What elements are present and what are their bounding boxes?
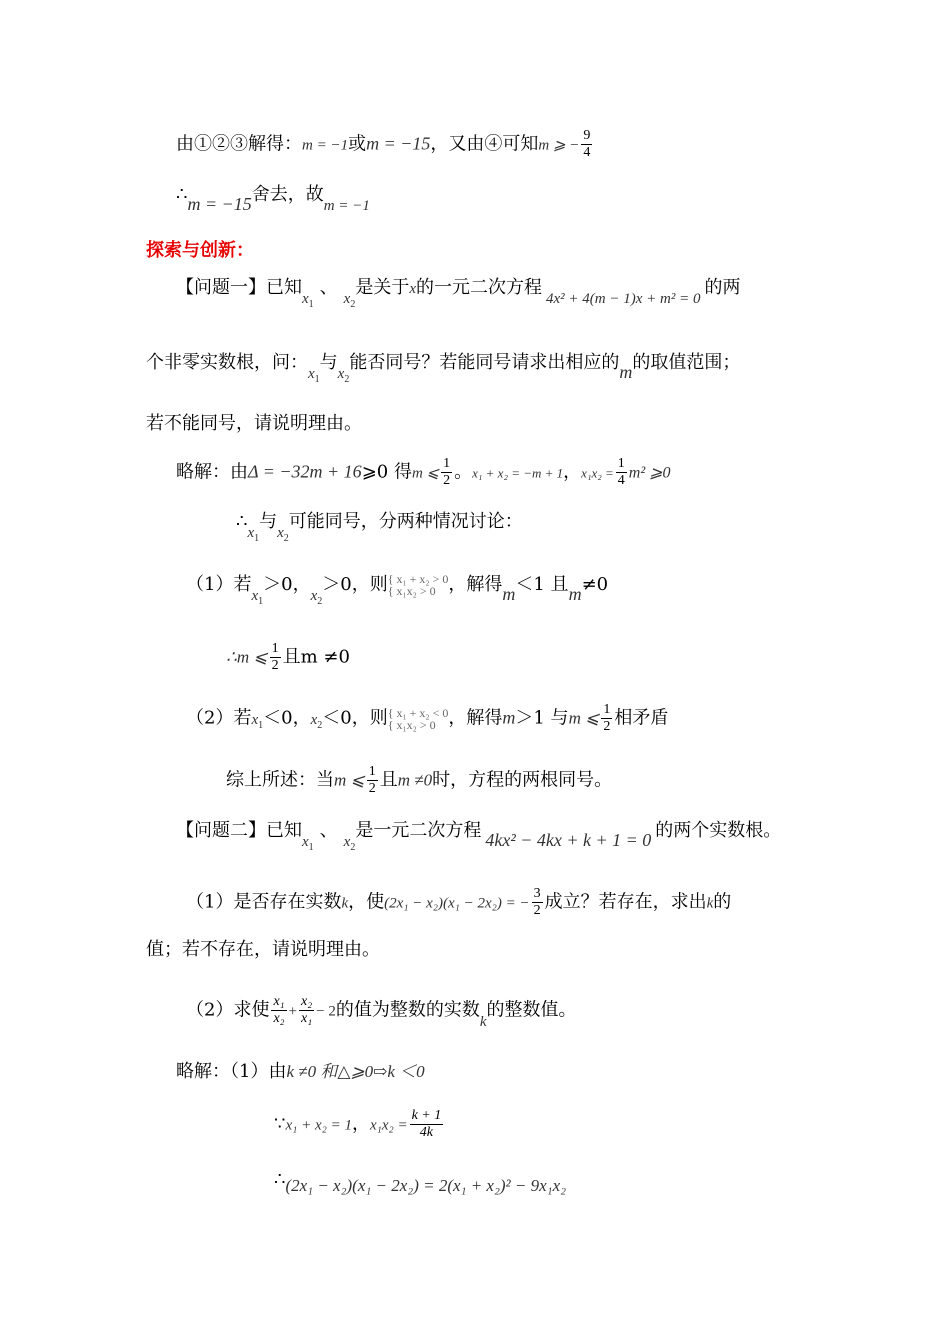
case-2: [186, 702, 668, 738]
math: k ≠0 和△⩾0⇨: [286, 1062, 388, 1081]
text: ＜0，: [263, 707, 311, 729]
math: (2x₁ − x₂)(x₁ − 2x₂) = 2(x₁ + x₂)² − 9x₁x₂: [285, 1176, 567, 1195]
text: 【问题一】已知: [176, 277, 302, 298]
fraction: $\frac{k + 1}{4k}$: [411, 1108, 442, 1140]
math-x1: x1: [247, 525, 260, 544]
text: 的取值范围；: [632, 352, 741, 373]
q2-part-2: [186, 994, 577, 1030]
text: （2）若: [186, 707, 252, 729]
because-symbol: ∵: [274, 1113, 286, 1135]
text: ＜0，则: [322, 707, 388, 729]
therefore-symbol: ∴: [236, 511, 248, 532]
fraction: $\frac{1}{2}$: [443, 456, 451, 488]
sol2-line-1: [176, 1060, 425, 1084]
math: m ⩽: [568, 708, 600, 728]
math-k: k: [479, 1013, 487, 1030]
math: +: [288, 1003, 298, 1020]
text: 的一元二次方程: [416, 277, 543, 298]
math: x₁x₂ =: [369, 1117, 408, 1134]
section-title: 探索与创新：: [146, 240, 254, 261]
math: m = −1: [302, 137, 349, 154]
text: 能否同号？若能同号请求出相应的: [349, 352, 620, 373]
text: ＞0，则: [322, 574, 388, 595]
text: ＜1 且: [515, 574, 569, 595]
text: ≠0: [581, 574, 609, 595]
therefore-symbol: ∴: [176, 184, 188, 205]
sol1-line-1: [176, 456, 671, 489]
case-1-result: [226, 641, 350, 674]
text: 的: [713, 891, 732, 913]
math-x2: x2: [277, 525, 289, 544]
math: m² ⩾0: [628, 464, 671, 482]
math-m: m: [619, 362, 633, 382]
q1-line-1: [176, 276, 741, 310]
text: 或: [348, 133, 367, 155]
math: m ≠0: [397, 770, 433, 790]
text: ，: [563, 461, 582, 483]
text: 可能同号，分两种情况讨论：: [288, 511, 523, 532]
math-equation: 4kx² − 4kx + k + 1 = 0: [485, 830, 652, 850]
math-x1: x1: [308, 366, 320, 385]
text: ＞0，: [263, 574, 311, 595]
fraction: $\frac{\text{x₁}}{\text{x₂}}$: [273, 994, 285, 1026]
math: x₁ + x₂ = −m + 1: [472, 465, 564, 481]
math: m = −15: [366, 133, 431, 154]
math-x1: $x_1$: [251, 711, 264, 731]
text: 、: [319, 820, 338, 841]
math: m = −15: [187, 194, 252, 214]
text: 由①②③解得：: [176, 133, 302, 155]
case-1: [186, 572, 609, 607]
math-x2: x2: [337, 366, 350, 385]
text: （1）若: [186, 574, 252, 595]
text: 【问题二】已知: [176, 820, 302, 841]
text: 、: [319, 277, 338, 298]
q1-line-2: [146, 350, 741, 385]
text: 与: [319, 352, 338, 373]
sol1-line-2: [236, 510, 523, 544]
math: x₁x₂ =: [581, 465, 614, 481]
text: 与: [259, 511, 278, 532]
text: ，使: [348, 891, 385, 913]
math-m: m: [502, 707, 516, 728]
math-m: m: [502, 584, 516, 604]
conclusion: [226, 764, 612, 797]
equation-system: { x₁ + x₂ > 0 { x₁x₂ > 0: [387, 572, 449, 598]
q2-line-1: [176, 818, 782, 853]
text: 的整数值。: [486, 999, 577, 1021]
text: 舍去，故: [251, 184, 324, 205]
q2-part-1-line-2: 值；若不存在，请说明理由。: [146, 939, 380, 960]
fraction: $\frac{1}{2}$: [368, 764, 376, 796]
text: ，解得: [448, 574, 503, 595]
fraction: $\frac{\text{x₂}}{\text{x₁}}$: [301, 994, 313, 1026]
text: 且m ≠0: [282, 646, 350, 668]
text: 综上所述：当: [226, 769, 334, 791]
text: 是关于: [355, 277, 410, 298]
text: ，解得: [448, 707, 503, 729]
text: ，: [351, 1113, 370, 1135]
text: 的两个实数根。: [655, 820, 782, 841]
fraction: $\frac{3}{2}$: [533, 886, 541, 918]
math: − 2: [316, 1003, 336, 1020]
math: m = −1: [323, 198, 370, 214]
math: x₁ + x₂ = 1: [285, 1117, 352, 1134]
math: k ＜0: [387, 1062, 425, 1081]
math-x1: x1: [302, 834, 314, 853]
text: 的值为整数的实数: [335, 999, 480, 1021]
math-x1: x1: [302, 291, 314, 310]
fraction: $\frac{1}{2}$: [603, 702, 611, 734]
text: ，又由④可知: [430, 133, 539, 155]
math-x1: x1: [251, 588, 264, 607]
text: 成立？若存在，求出: [544, 891, 707, 913]
fraction: $\frac{9}{4}$: [583, 128, 591, 160]
text: ⩾0 得: [361, 461, 412, 483]
text: 的两: [704, 277, 741, 298]
math: m ⩽: [411, 465, 440, 482]
q2-part-1: [186, 886, 731, 919]
text: 个非零实数根，问：: [146, 352, 308, 373]
math-x2: x2: [343, 291, 356, 310]
fraction: $\frac{1}{4}$: [617, 456, 625, 488]
math-x2: x2: [310, 588, 323, 607]
math-m: m: [568, 584, 582, 604]
math: Δ = −32m + 16: [248, 461, 362, 482]
math-k: k: [706, 895, 714, 912]
q1-line-3: 若不能同号，请说明理由。: [146, 413, 362, 434]
text: （1）是否存在实数: [186, 891, 342, 913]
fraction: $\frac{1}{2}$: [271, 641, 279, 673]
math-equation: 4x² + 4(m − 1)x + m² = 0: [546, 291, 701, 307]
math-x2: $x_2$: [310, 711, 323, 731]
text: 。: [454, 461, 473, 483]
math-k: k: [341, 895, 349, 912]
equation-system: { x₁ + x₂ < 0 { x₁x₂ > 0: [387, 705, 449, 732]
text: 略解：由: [176, 461, 248, 483]
math: m ⩾ −: [538, 137, 580, 154]
therefore-symbol: ∴: [274, 1169, 286, 1190]
text: 略解：（1）由: [176, 1061, 287, 1082]
math: ∴m ⩽: [226, 647, 268, 667]
line-1: [176, 128, 594, 161]
sol2-line-2: [274, 1108, 445, 1141]
text: 时，方程的两根同号。: [432, 769, 613, 791]
text: 相矛盾: [614, 707, 669, 729]
sol2-line-3: [274, 1168, 567, 1195]
math-x: x: [409, 281, 417, 297]
text: ＞1 与: [515, 707, 569, 729]
text: 是一元二次方程: [355, 820, 482, 841]
math-x2: x2: [343, 834, 356, 853]
math: (2x₁ − x₂)(x₁ − 2x₂) = −: [384, 895, 530, 912]
text: 且: [379, 769, 398, 791]
text: （2）求使: [186, 999, 270, 1021]
math: m ⩽: [334, 770, 365, 790]
line-2: [176, 182, 370, 214]
